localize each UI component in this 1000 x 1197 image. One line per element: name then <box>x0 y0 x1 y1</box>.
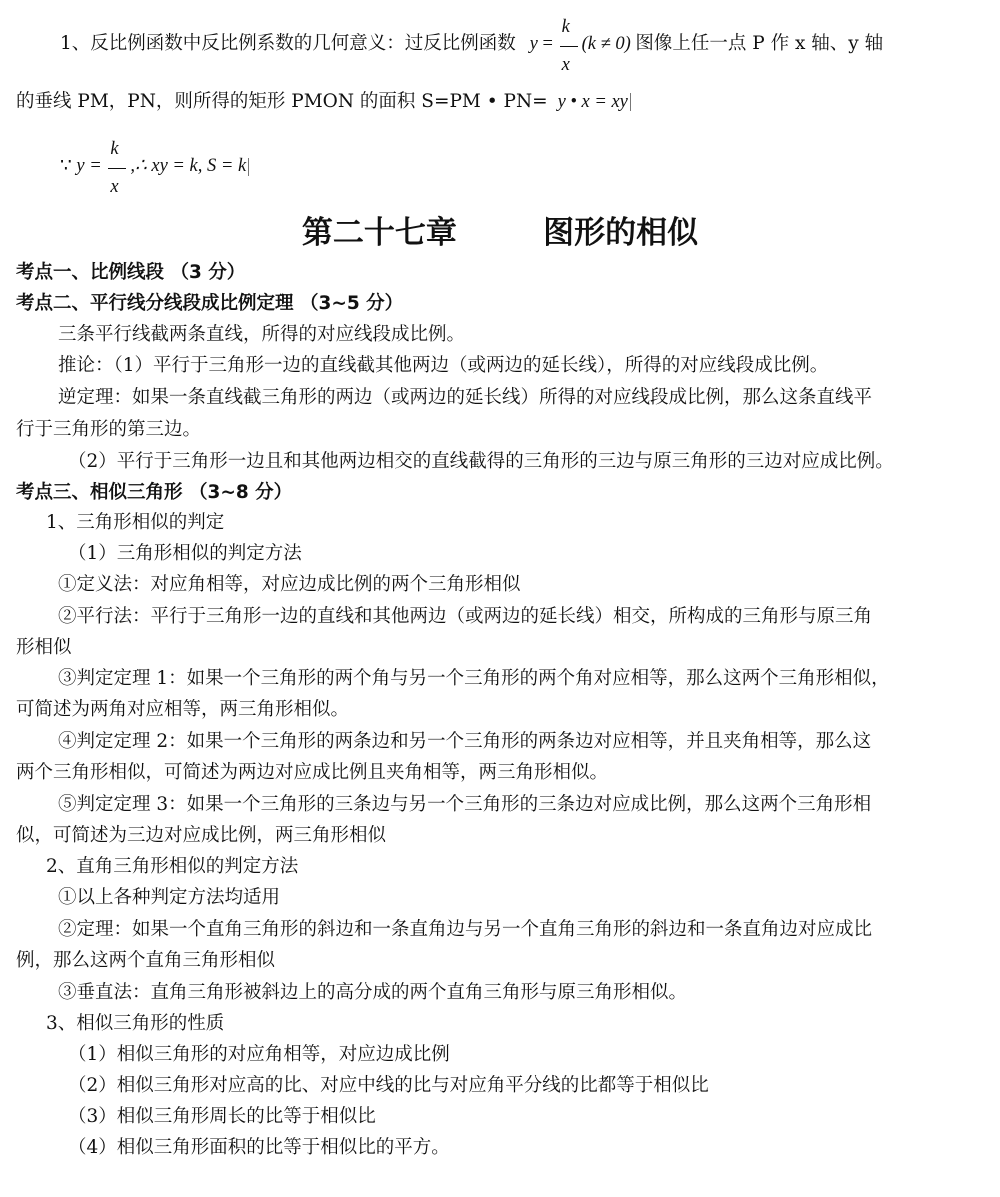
text-line: 例，那么这两个直角三角形相似 <box>16 950 276 971</box>
text-line: （1）相似三角形的对应角相等，对应边成比例 <box>68 1044 450 1065</box>
text-line: 2、直角三角形相似的判定方法 <box>46 856 299 877</box>
text-cursor-mark <box>630 93 639 111</box>
text-line: ②平行法：平行于三角形一边的直线和其他两边（或两边的延长线）相交，所构成的三角形与原三角 <box>58 606 873 627</box>
text-line: 3、相似三角形的性质 <box>46 1013 225 1034</box>
text-line: ④判定定理 2：如果一个三角形的两条边和另一个三角形的两条边对应相等，并且夹角相等，那么这 <box>58 731 872 752</box>
intro-line-2: 的垂线 PM，PN，则所得的矩形 PMON 的面积 S=PM • PN= y • x = xy <box>16 90 639 114</box>
text-line: （4）相似三角形面积的比等于相似比的平方。 <box>68 1137 450 1158</box>
section-heading-2: 考点二、平行线分线段成比例定理 （3~5 分） <box>16 293 404 314</box>
fraction-k-over-x: $\frac{k}{x}$ <box>558 33 582 57</box>
section-heading-1: 考点一、比例线段 （3 分） <box>16 262 246 283</box>
text-line: 似，可简述为三边对应成比例，两三角形相似 <box>16 825 387 846</box>
intro-line-1-prefix: 1、反比例函数中反比例系数的几何意义：过反比例函数 <box>60 33 516 54</box>
section-heading-3: 考点三、相似三角形 （3~8 分） <box>16 482 293 503</box>
text-line: （2）平行于三角形一边且和其他两边相交的直线截得的三角形的三边与原三角形的三边对应成比例。 <box>68 451 894 472</box>
inverse-function-formula: y = $\frac{k}{x}$ (k ≠ 0) <box>529 16 631 75</box>
text-line: ②定理：如果一个直角三角形的斜边和一条直角边与另一个直角三角形的斜边和一条直角边对应成比 <box>58 919 873 940</box>
text-line: ①定义法：对应角相等，对应边成比例的两个三角形相似 <box>58 574 521 595</box>
text-line: ⑤判定定理 3：如果一个三角形的三条边与另一个三角形的三条边对应成比例，那么这两个三角形相 <box>58 794 872 815</box>
text-line: 1、三角形相似的判定 <box>46 512 225 533</box>
text-cursor-mark-2 <box>248 158 257 176</box>
text-line: 形相似 <box>16 637 72 658</box>
text-line: ①以上各种判定方法均适用 <box>58 887 281 908</box>
text-line: （3）相似三角形周长的比等于相似比 <box>68 1106 376 1127</box>
intro-line-3: ∵ y = $\frac{k}{x}$ ,∴ xy = k, S = k <box>60 154 257 179</box>
area-formula: y • x = xy <box>557 92 628 112</box>
text-line: 三条平行线截两条直线，所得的对应线段成比例。 <box>58 324 466 345</box>
chapter-title: 第二十七章 图形的相似 <box>301 215 699 251</box>
text-line: 逆定理：如果一条直线截三角形的两边（或两边的延长线）所得的对应线段成比例，那么这条直线平 <box>58 387 873 408</box>
text-line: ③垂直法：直角三角形被斜边上的高分成的两个直角三角形与原三角形相似。 <box>58 982 688 1003</box>
intro-line-1 <box>60 16 884 75</box>
text-line: 推论：（1）平行于三角形一边的直线截其他两边（或两边的延长线），所得的对应线段成比例。 <box>58 355 829 376</box>
text-line: 行于三角形的第三边。 <box>16 419 202 440</box>
text-line: （2）相似三角形对应高的比、对应中线的比与对应角平分线的比都等于相似比 <box>68 1075 709 1096</box>
intro-line-1-suffix: 图像上任一点 P 作 x 轴、y 轴 <box>635 33 884 54</box>
fraction-k-over-x-2: $\frac{k}{x}$ <box>106 155 130 179</box>
text-line: 可简述为两角对应相等，两三角形相似。 <box>16 699 350 720</box>
text-line: ③判定定理 1：如果一个三角形的两个角与另一个三角形的两个角对应相等，那么这两个三角形相似， <box>58 668 890 689</box>
text-line: （1）三角形相似的判定方法 <box>68 543 302 564</box>
text-line: 两个三角形相似，可简述为两边对应成比例且夹角相等，两三角形相似。 <box>16 762 609 783</box>
